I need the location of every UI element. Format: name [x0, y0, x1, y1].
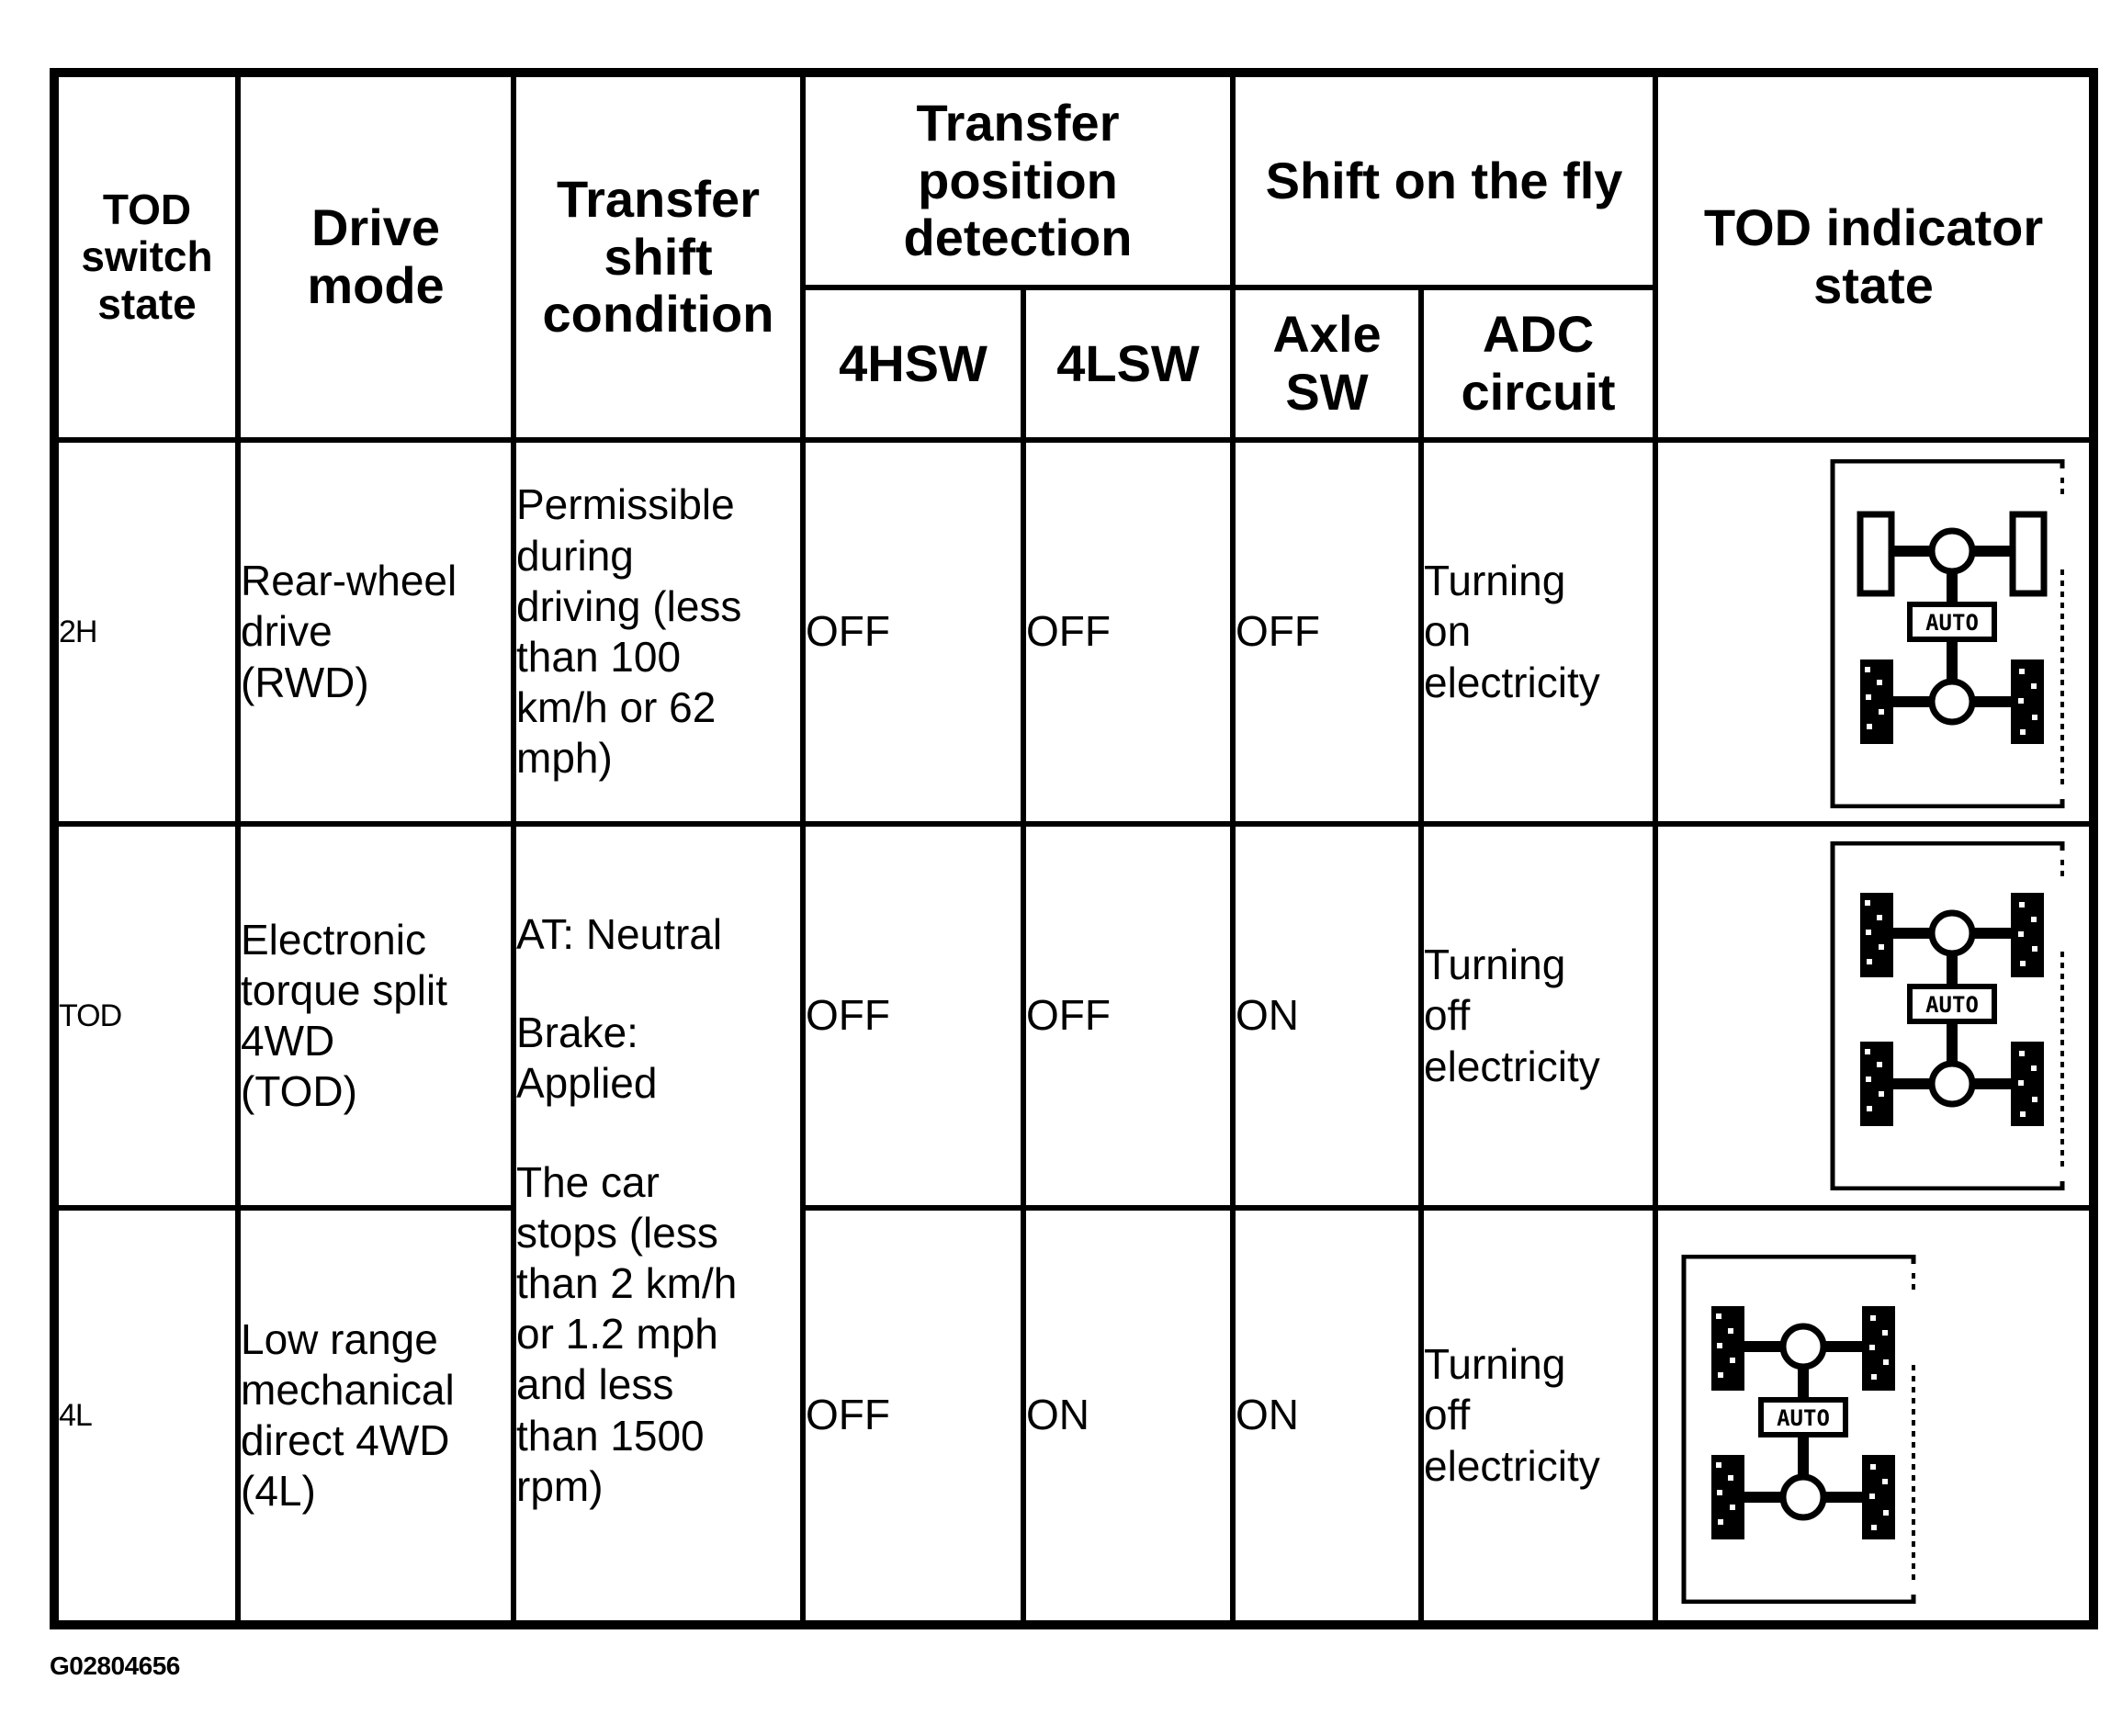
tod-table — [50, 68, 2098, 1629]
transfer-shift-condition-shared — [514, 824, 803, 1625]
indicator-cell — [1655, 440, 2094, 824]
indicator-4l-svg — [1673, 1255, 1930, 1604]
header-4lsw: 4LSW — [1023, 287, 1233, 440]
4lsw-value: ON — [1023, 1208, 1233, 1625]
4hsw-value: OFF — [803, 440, 1023, 824]
transfer-shift-condition — [514, 440, 803, 824]
indicator-cell — [1655, 824, 2094, 1208]
header-tod-switch-state: TOD switch state — [54, 73, 238, 440]
header-tod-indicator-state: TOD indicator state — [1655, 73, 2094, 440]
tod-indicator-icon — [1822, 841, 2079, 1190]
table-row — [54, 824, 2094, 1208]
drive-mode: Low range mechanical direct 4WD (4L) — [238, 1208, 514, 1625]
tod-switch-state: TOD — [54, 824, 238, 1208]
4lsw-value: OFF — [1023, 440, 1233, 824]
drive-mode: Electronic torque split 4WD (TOD) — [238, 824, 514, 1208]
table-row — [54, 440, 2094, 824]
adc-circuit-value: Turning off electricity — [1421, 1208, 1655, 1625]
auto-label: AUTO — [1925, 610, 1979, 636]
condition-at-neutral: AT: Neutral — [516, 910, 723, 958]
indicator-2h-svg — [1822, 459, 2079, 808]
header-adc-circuit: ADC circuit — [1421, 287, 1655, 440]
table-row — [54, 1208, 2094, 1625]
auto-label: AUTO — [1925, 992, 1979, 1018]
axle-sw-value: OFF — [1233, 440, 1421, 824]
4hsw-value: OFF — [803, 1208, 1023, 1625]
adc-circuit-value: Turning on electricity — [1421, 440, 1655, 824]
header-axle-sw: Axle SW — [1233, 287, 1421, 440]
header-4hsw: 4HSW — [803, 287, 1023, 440]
tod-switch-state: 2H — [54, 440, 238, 824]
header-shift-on-the-fly: Shift on the fly — [1233, 73, 1655, 287]
condition-car-stops: The car stops (less than 2 km/h or 1.2 mph and less than 1500 rpm) — [516, 1157, 738, 1510]
header-transfer-shift-condition: Transfer shift condition — [514, 73, 803, 440]
adc-circuit-value: Turning off electricity — [1421, 824, 1655, 1208]
drive-mode: Rear-wheel drive (RWD) — [238, 440, 514, 824]
indicator-cell — [1655, 1208, 2094, 1625]
axle-sw-value: ON — [1233, 1208, 1421, 1625]
tod-indicator-icon — [1673, 1255, 1930, 1604]
condition-text: Permissible during driving (less than 100 km/h or 62 mph) — [516, 480, 742, 783]
header-transfer-position-detection: Transfer position detection — [803, 73, 1233, 287]
auto-label: AUTO — [1777, 1405, 1830, 1431]
header-drive-mode: Drive mode — [238, 73, 514, 440]
tod-switch-state: 4L — [54, 1208, 238, 1625]
tod-state-table — [50, 68, 2089, 1629]
condition-brake: Brake: Applied — [516, 1009, 658, 1108]
tod-indicator-icon — [1822, 459, 2079, 808]
4lsw-value: OFF — [1023, 824, 1233, 1208]
4hsw-value: OFF — [803, 824, 1023, 1208]
axle-sw-value: ON — [1233, 824, 1421, 1208]
indicator-tod-svg — [1822, 841, 2079, 1190]
figure-code: G02804656 — [50, 1651, 180, 1680]
